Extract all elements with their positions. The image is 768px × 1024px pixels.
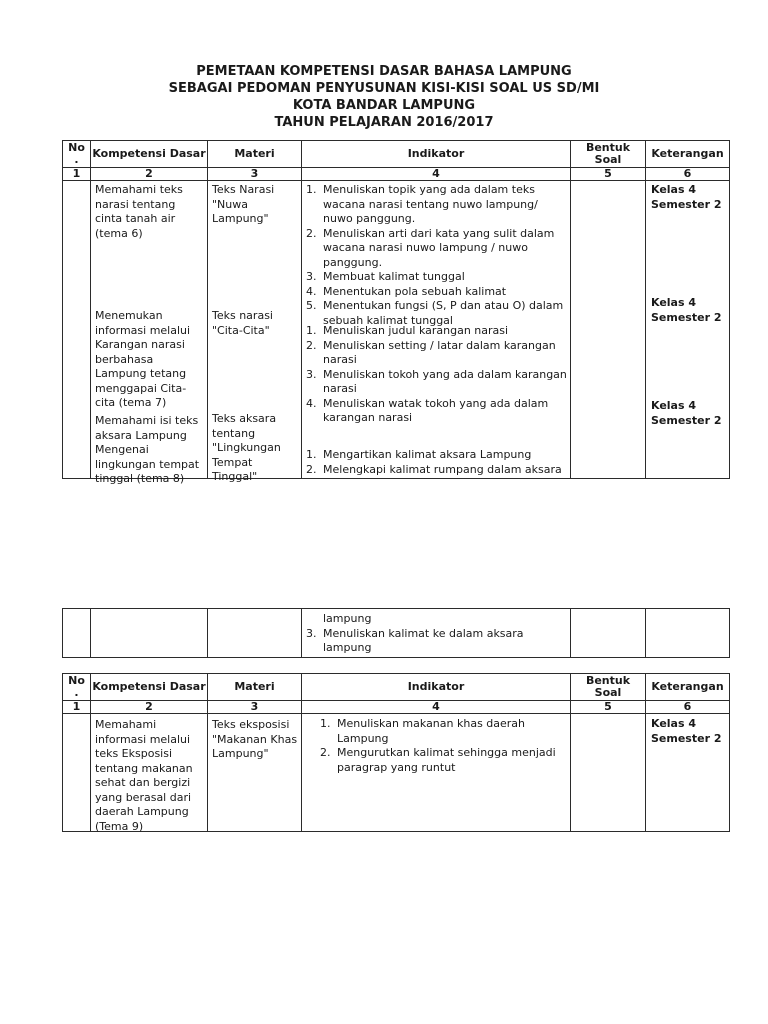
list-item-number: 3. <box>306 270 317 283</box>
list-item <box>306 339 568 368</box>
table1-cell-keterangan <box>646 181 729 478</box>
keterangan-badge-3: Kelas 4 Semester 2 <box>651 399 722 427</box>
fragment-cell-bentuk-soal <box>571 609 646 657</box>
keterangan-badge: Kelas 4 Semester 2 <box>651 717 722 745</box>
col-number-3: 3 <box>208 701 302 713</box>
fragment-cell-kompetensi-dasar <box>91 609 208 657</box>
col-header-no-dot: . <box>74 153 79 166</box>
col-header-no-text: No <box>68 141 85 154</box>
table2-header-row <box>63 674 729 701</box>
list-item-text: Menuliskan makanan khas daerah Lampung <box>337 717 526 745</box>
list-item-number: 3. <box>306 367 317 381</box>
list-item <box>306 627 568 656</box>
indikator-group-3 <box>306 448 568 477</box>
title-line-2: SEBAGAI PEDOMAN PENYUSUNAN KISI-KISI SOAL US SD/MI <box>168 81 600 96</box>
list-item <box>306 227 568 271</box>
list-item-text: Menuliskan tokoh yang ada dalam karangan narasi <box>323 367 567 395</box>
list-item-text: Menuliskan watak tokoh yang ada dalam karangan narasi <box>323 396 549 424</box>
indikator-group-1 <box>306 183 568 328</box>
col-header-kompetensi-dasar: Kompetensi Dasar <box>91 141 208 167</box>
table2-cell-no <box>63 714 91 831</box>
table2-cell-keterangan <box>646 714 729 831</box>
list-item <box>306 397 568 426</box>
list-item <box>306 183 568 227</box>
list-item <box>306 270 568 285</box>
table1-body-row <box>63 181 729 485</box>
col-header-keterangan: Keterangan <box>651 147 724 160</box>
list-item-number: 2. <box>306 338 317 352</box>
list-item-text: Menuliskan judul karangan narasi <box>323 324 509 337</box>
col-header-no <box>63 674 91 700</box>
table1-cell-no <box>63 181 91 478</box>
materi-block-2: Teks narasi "Cita-Cita" <box>212 309 273 337</box>
list-item-number: 3. <box>306 626 317 640</box>
col-header-indikator: Indikator <box>302 674 571 700</box>
col-header-materi: Materi <box>208 141 302 167</box>
document-title <box>0 63 768 131</box>
materi-block-1: Teks Narasi "Nuwa Lampung" <box>212 183 275 225</box>
list-item <box>306 463 568 478</box>
table1-cell-indikator <box>302 181 571 478</box>
list-item-text: Menuliskan topik yang ada dalam teks wacana narasi tentang nuwo lampung/ nuwo panggung. <box>323 183 538 225</box>
list-item-text: Menuliskan setting / latar dalam karangan narasi <box>323 338 556 366</box>
table2-body-row <box>63 714 729 831</box>
table2-cell-bentuk-soal <box>571 714 646 831</box>
keterangan-badge-2: Kelas 4 Semester 2 <box>651 296 722 324</box>
col-header-kompetensi-dasar: Kompetensi Dasar <box>91 674 208 700</box>
col-number-5: 5 <box>571 701 646 713</box>
title-line-1: PEMETAAN KOMPETENSI DASAR BAHASA LAMPUNG <box>196 64 572 79</box>
col-header-keterangan: Keterangan <box>651 680 724 693</box>
col-number-4: 4 <box>302 701 571 713</box>
table1-number-row <box>63 168 729 181</box>
fragment-body-row <box>63 609 729 657</box>
col-header-no-text: No <box>68 674 85 687</box>
list-item-number: 2. <box>320 746 331 759</box>
list-item-text: Mengurutkan kalimat sehingga menjadi paragrap yang runtut <box>337 746 556 774</box>
col-number-4: 4 <box>302 168 571 180</box>
mapping-table-2 <box>62 673 730 832</box>
table1-header-row <box>63 141 729 168</box>
list-item <box>306 285 568 300</box>
fragment-cell-keterangan <box>646 609 729 657</box>
col-number-2: 2 <box>91 168 208 180</box>
list-item-text: Membuat kalimat tunggal <box>323 270 465 283</box>
table2-number-row <box>63 701 729 714</box>
materi-block: Teks eksposisi "Makanan Khas Lampung" <box>212 718 298 760</box>
table1-cell-kompetensi-dasar <box>91 181 208 485</box>
fragment-cell-materi <box>208 609 302 657</box>
kompetensi-block: Memahami informasi melalui teks Eksposisi tentang makanan sehat dan bergizi yang berasal dari daerah Lampung (Tema 9) <box>95 718 193 833</box>
kompetensi-block-2: Menemukan informasi melalui Karangan narasi berbahasa Lampung tetang menggapai Cita-cita (tema 7) <box>95 309 191 409</box>
list-item-number: 1. <box>306 448 317 461</box>
list-item-number: 1. <box>306 183 317 196</box>
list-item <box>306 324 568 339</box>
keterangan-badge-1: Kelas 4 Semester 2 <box>651 183 722 211</box>
list-item <box>320 746 568 775</box>
indikator-group-2 <box>306 324 568 426</box>
list-item-number: 4. <box>306 396 317 410</box>
list-item-number: 2. <box>306 226 317 240</box>
table2-cell-indikator <box>302 714 571 831</box>
list-item-text: Menuliskan arti dari kata yang sulit dalam wacana narasi nuwo lampung / nuwo panggung. <box>323 226 555 269</box>
title-line-3: KOTA BANDAR LAMPUNG <box>292 98 476 113</box>
materi-block-3: Teks aksara tentang "Lingkungan Tempat Tinggal" <box>212 412 281 483</box>
col-number-6: 6 <box>683 167 692 180</box>
list-item <box>306 448 568 463</box>
col-number-1: 1 <box>63 168 91 180</box>
fragment-cell-no <box>63 609 91 657</box>
table2-cell-kompetensi-dasar <box>91 714 208 831</box>
list-item-text: Menuliskan kalimat ke dalam aksara lampung <box>323 626 524 654</box>
list-item-number: 5. <box>306 299 317 312</box>
col-number-5: 5 <box>571 168 646 180</box>
col-header-no <box>63 141 91 167</box>
kompetensi-block-3: Memahami isi teks aksara Lampung Mengenai lingkungan tempat tinggal (tema 8) <box>95 414 200 485</box>
col-header-bentuk-soal: Bentuk Soal <box>571 141 646 167</box>
fragment-cell-indikator <box>302 609 571 657</box>
col-number-6: 6 <box>683 700 692 713</box>
list-item-number: 2. <box>306 462 317 476</box>
col-number-2: 2 <box>91 701 208 713</box>
kompetensi-block-1: Memahami teks narasi tentang cinta tanah air (tema 6) <box>95 183 183 240</box>
continuation-table-fragment <box>62 608 730 658</box>
list-item <box>320 717 568 746</box>
list-item <box>306 368 568 397</box>
col-header-bentuk-soal: Bentuk Soal <box>571 674 646 700</box>
list-item-number: 4. <box>306 284 317 298</box>
list-item-text: Menentukan pola sebuah kalimat <box>323 284 507 298</box>
table2-cell-materi <box>208 714 302 831</box>
col-header-indikator: Indikator <box>302 141 571 167</box>
table1-cell-bentuk-soal <box>571 181 646 478</box>
title-line-4: TAHUN PELAJARAN 2016/2017 <box>274 115 494 130</box>
table1-cell-materi <box>208 181 302 483</box>
list-item-number: 1. <box>320 717 331 730</box>
col-number-3: 3 <box>208 168 302 180</box>
list-item-number: 1. <box>306 324 317 337</box>
list-item-text: Menentukan fungsi (S, P dan atau O) dalam sebuah kalimat tunggal <box>323 299 564 327</box>
col-header-materi: Materi <box>208 674 302 700</box>
col-number-1: 1 <box>63 701 91 713</box>
indikator-group <box>320 717 568 775</box>
col-header-no-dot: . <box>74 686 79 699</box>
carryover-line: lampung <box>323 612 372 625</box>
list-item-text: Melengkapi kalimat rumpang dalam aksara <box>323 462 562 476</box>
list-item-text: Mengartikan kalimat aksara Lampung <box>323 448 532 461</box>
mapping-table-1 <box>62 140 730 485</box>
